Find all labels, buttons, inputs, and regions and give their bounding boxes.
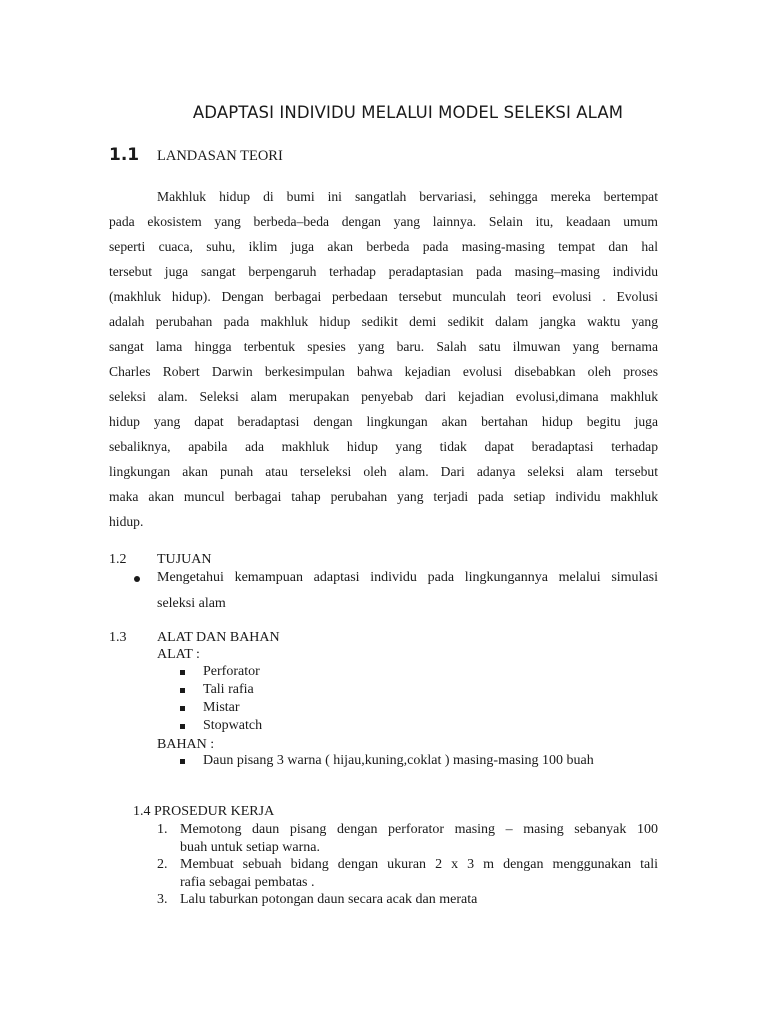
paragraph-line: sebaliknya, apabila ada makhluk hidup yang tidak dapat beradaptasi terhadap [109,439,658,454]
step-line-2: rafia sebagai pembatas . [180,875,315,890]
paragraph-line: tersebut juga sangat berpengaruh terhadap peradaptasian pada masing–masing individu [109,264,658,279]
step-line-1: Memotong daun pisang dengan perforator masing – masing sebanyak 100 [180,822,658,837]
step-line-2: buah untuk setiap warna. [180,840,320,855]
section-1-3-heading: ALAT DAN BAHAN [157,630,280,645]
alat-label: ALAT : [157,647,200,662]
section-1-1-number: 1.1 [109,145,140,165]
square-bullet-icon [180,688,185,693]
paragraph-line: pada ekosistem yang berbeda–beda dengan yang lainnya. Selain itu, keadaan umum [109,214,658,229]
paragraph-line: (makhluk hidup). Dengan berbagai perbedaan tersebut munculah teori evolusi . Evolusi [109,289,658,304]
tujuan-item-line-1: Mengetahui kemampuan adaptasi individu pada lingkungannya melalui simulasi [157,570,658,585]
paragraph-line: hidup yang dapat beradaptasi dengan lingkungan akan bertahan hidup begitu juga [109,414,658,429]
paragraph-line: seperti cuaca, suhu, iklim juga akan berbeda pada masing-masing tempat dan hal [109,239,658,254]
alat-item: Stopwatch [203,718,263,733]
alat-item: Perforator [203,664,260,679]
bahan-item: Daun pisang 3 warna ( hijau,kuning,coklat ) masing-masing 100 buah [203,753,594,768]
section-1-2-heading: TUJUAN [157,552,212,567]
square-bullet-icon [180,759,185,764]
paragraph-line: seleksi alam. Seleksi alam merupakan penyebab dari kejadian evolusi,dimana makhluk [109,389,658,404]
square-bullet-icon [180,670,185,675]
step-number: 3. [157,892,168,907]
paragraph-line: sangat lama hingga terbentuk spesies yang baru. Salah satu ilmuwan yang bernama [109,339,658,354]
paragraph-line: lingkungan akan punah atau terseleksi oleh alam. Dari adanya seleksi alam tersebut [109,464,658,479]
alat-item: Tali rafia [203,682,254,697]
square-bullet-icon [180,724,185,729]
section-1-1-heading: LANDASAN TEORI [157,148,283,164]
alat-item: Mistar [203,700,240,715]
step-line-1: Lalu taburkan potongan daun secara acak dan merata [180,892,478,907]
step-number: 2. [157,857,168,872]
document-title: ADAPTASI INDIVIDU MELALUI MODEL SELEKSI ALAM [192,103,624,122]
paragraph-line: Makhluk hidup di bumi ini sangatlah bervariasi, sehingga mereka bertempat [157,189,658,204]
paragraph-line: Charles Robert Darwin berkesimpulan bahwa kejadian evolusi disebabkan oleh proses [109,364,658,379]
landasan-teori-paragraph [109,184,658,534]
bahan-label: BAHAN : [157,737,215,752]
paragraph-line: maka akan muncul berbagai tahap perubahan yang terjadi pada setiap individu makhluk [109,489,658,504]
step-line-1: Membuat sebuah bidang dengan ukuran 2 x 3 m dengan menggunakan tali [180,857,658,872]
step-number: 1. [157,822,168,837]
square-bullet-icon [180,706,185,711]
tujuan-item-line-2: seleksi alam [157,596,226,611]
paragraph-line: hidup. [109,514,144,529]
section-1-2-number: 1.2 [109,552,127,567]
bullet-icon [134,576,140,582]
paragraph-line: adalah perubahan pada makhluk hidup sedikit demi sedikit dalam jangka waktu yang [109,314,658,329]
section-1-4-heading: 1.4 PROSEDUR KERJA [133,804,275,819]
section-1-3-number: 1.3 [109,630,127,645]
